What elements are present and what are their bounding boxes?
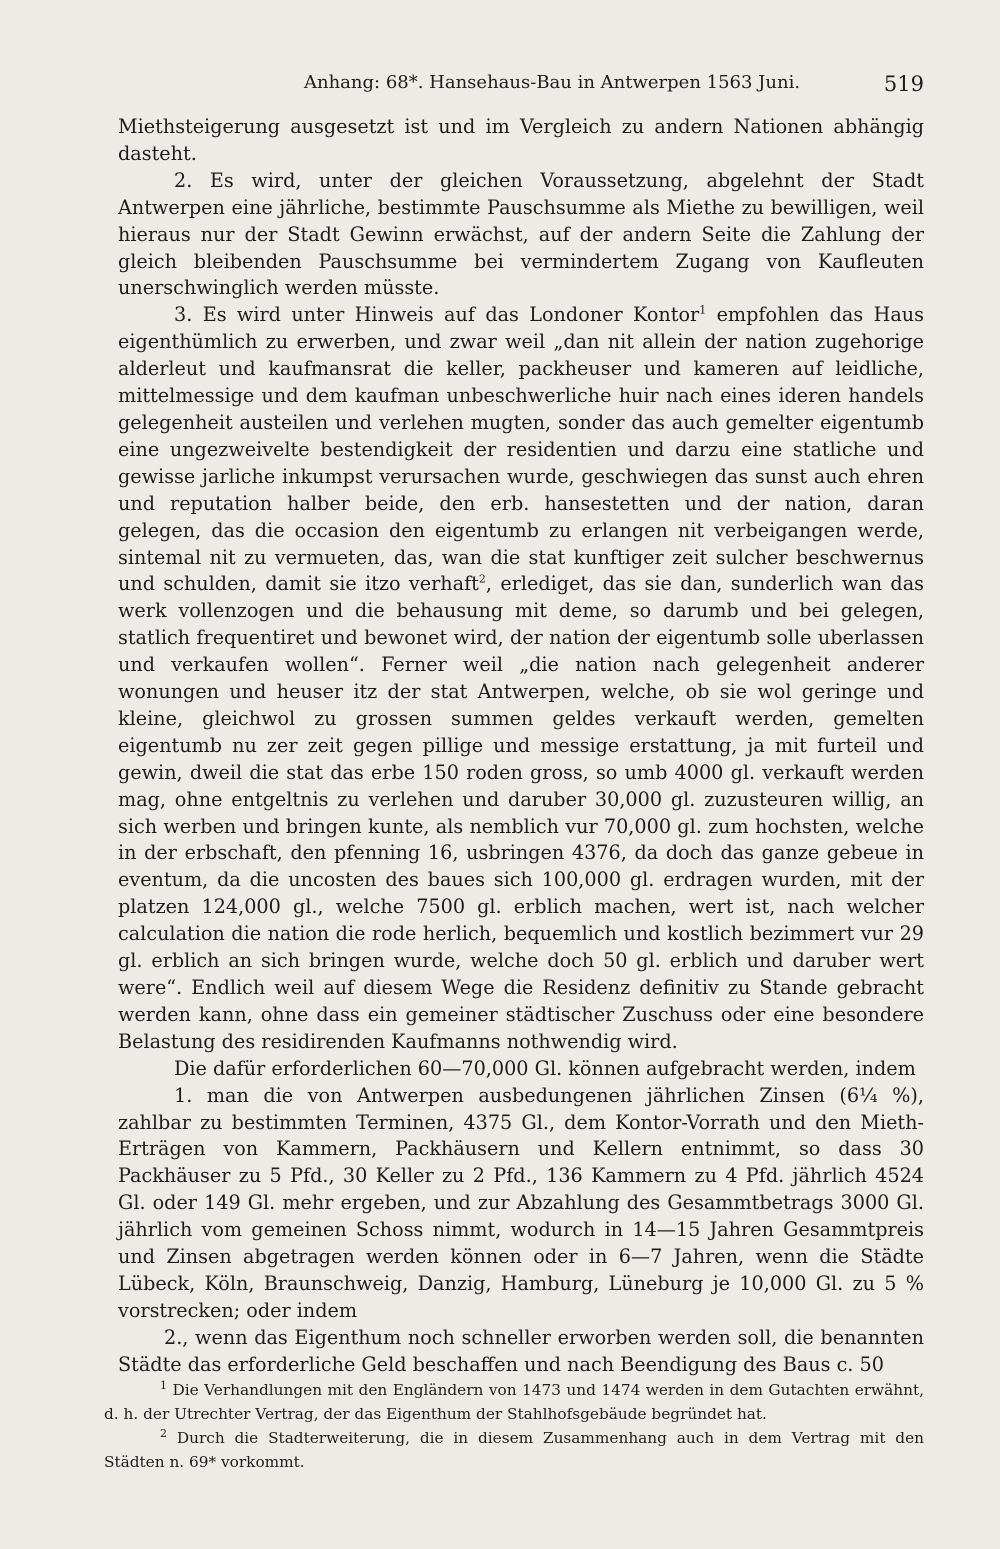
paragraph-text: , erlediget, das sie dan, sunderlich wan das werk vollenzogen und die behausung mit deme, so darumb und bei gelegen, statlich frequentiret und bewonet wird, der nation der eigentumb solle uberlassen und verkaufen wollen“. Ferner weil „die nation nach gelegenheit anderer wonungen und heuser itz der stat Antwerpen, welche, ob sie wol geringe und kleine, gleichwol zu grossen summen geldes verkauft werden, gemelten eigentumb nu zer zeit gegen pillige und messige erstattung, ja mit furteil und gewin, dweil die stat das erbe 150 roden gross, so umb 4000 gl. verkauft werden mag, ohne entgeltnis zu verlehen und daruber 30,000 gl. zuzusteuren willig, an sich werben und bringen kunte, als nemblich vur 70,000 gl. zum hochsten, welche in der erbschaft, den pfenning 16, usbringen 4376, da doch das ganze gebeue in eventum, da die uncosten des baues sich 100,000 gl. erdragen wurden, mit der platzen 124,000 gl., welche 7500 gl. erblich machen, wert ist, nach welcher calculation die nation die rode herlich, bequemlich und kostlich bezimmert vur 29 gl. erblich an sich bringen wurde, welche doch 50 gl. erblich und daruber wert were“. Endlich weil auf diesem Wege die Residenz definitiv zu Stande gebracht werden kann, ohne dass ein gemeiner städtischer Zuschuss oder eine besondere Belastung des residirenden Kaufmanns nothwendig wird. xyxy=(118,572,924,1053)
paragraph-continuation: Miethsteigerung ausgesetzt ist und im Vergleich zu andern Nationen abhängig dasteht. xyxy=(118,115,924,165)
paragraph-point-2: 2. Es wird, unter der gleichen Voraussetzung, abgelehnt der Stadt Antwerpen eine jährliche, bestimmte Pauschsumme als Miethe zu bewilligen, weil hieraus nur der Stadt Gewinn erwächst, auf der andern Seite die Zahlung der gleich bleibenden Pauschsumme bei vermindertem Zugang von Kaufleuten unerschwinglich werden müsste. xyxy=(118,168,924,300)
paragraph-option-1: 1. man die von Antwerpen ausbedungenen jährlichen Zinsen (6¼ %), zahlbar zu bestimmten Terminen, 4375 Gl., dem Kontor-Vorrath und den Mieth-Erträgen von Kammern, Packhäusern und Kellern entnimmt, so dass 30 Packhäuser zu 5 Pfd., 30 Keller zu 2 Pfd., 136 Kammern zu 4 Pfd. jährlich 4524 Gl. oder 149 Gl. mehr ergeben, und zur Abzahlung des Gesammtbetrags 3000 Gl. jährlich vom gemeinen Schoss nimmt, wodurch in 14—15 Jahren Gesammtpreis und Zinsen abgetragen werden können oder in 6—7 Jahren, wenn die Städte Lübeck, Köln, Braunschweig, Danzig, Hamburg, Lüneburg je 10,000 Gl. zu 5 % vorstrecken; oder indem xyxy=(118,1083,924,1322)
footnote-mark: 1 xyxy=(160,1378,167,1392)
paragraph-point-3 xyxy=(118,302,924,1055)
footnote-text: Durch die Stadterweiterung, die in diesem Zusammenhang auch in dem Vertrag mit den Städten n. 69* vorkommt. xyxy=(104,1429,924,1471)
paragraph-funding: Die dafür erforderlichen 60—70,000 Gl. können aufgebracht werden, indem xyxy=(174,1056,916,1080)
main-text xyxy=(118,114,924,1379)
page-number: 519 xyxy=(883,72,924,96)
paragraph-text: empfohlen das Haus eigenthümlich zu erwerben, und zwar weil „dan nit allein der nation zugehorige alderleut und kaufmansrat die keller, packheuser und kameren auf leidliche, mittelmessige und dem kaufman unbeschwerliche huir nach eines ideren handels gelegenheit austeilen und verlehen mugten, sonder das auch gemelter eigentumb eine ungezweivelte bestendigkeit der residentien und darzu eine statliche und gewisse jarliche inkumpst verursachen wurde, geschwiegen das sunst auch ehren und reputation halber beide, den erb. hansestetten und der nation, daran gelegen, das die occasion den eigentumb zu erlangen nit verbeigangen werde, sintemal nit zu vermueten, das, wan die stat kunftiger zeit sulcher beschwernus und schulden, damit sie itzo verhaft xyxy=(118,303,924,596)
paragraph-option-2: 2., wenn das Eigenthum noch schneller erworben werden soll, die benannten Städte das erforderliche Geld beschaffen und nach Beendigung des Baus c. 50 xyxy=(118,1325,924,1376)
footnote-text: Die Verhandlungen mit den Engländern von 1473 und 1474 werden in dem Gutachten erwähnt, d. h. der Utrechter Vertrag, der das Eigenthum der Stahlhofsgebäude begründet hat. xyxy=(104,1381,924,1423)
footnote-1 xyxy=(104,1378,924,1426)
footnote-2 xyxy=(104,1426,924,1474)
running-header xyxy=(118,72,924,102)
footnote-mark: 2 xyxy=(160,1426,167,1440)
footnote-marker-1: 1 xyxy=(699,303,707,317)
footnotes xyxy=(104,1378,924,1474)
running-title: Anhang: 68*. Hansehaus-Bau in Antwerpen 1563 Juni. xyxy=(304,72,801,93)
paragraph-text: 3. Es wird unter Hinweis auf das Londoner Kontor xyxy=(174,303,700,327)
footnote-marker-2: 2 xyxy=(478,573,486,587)
